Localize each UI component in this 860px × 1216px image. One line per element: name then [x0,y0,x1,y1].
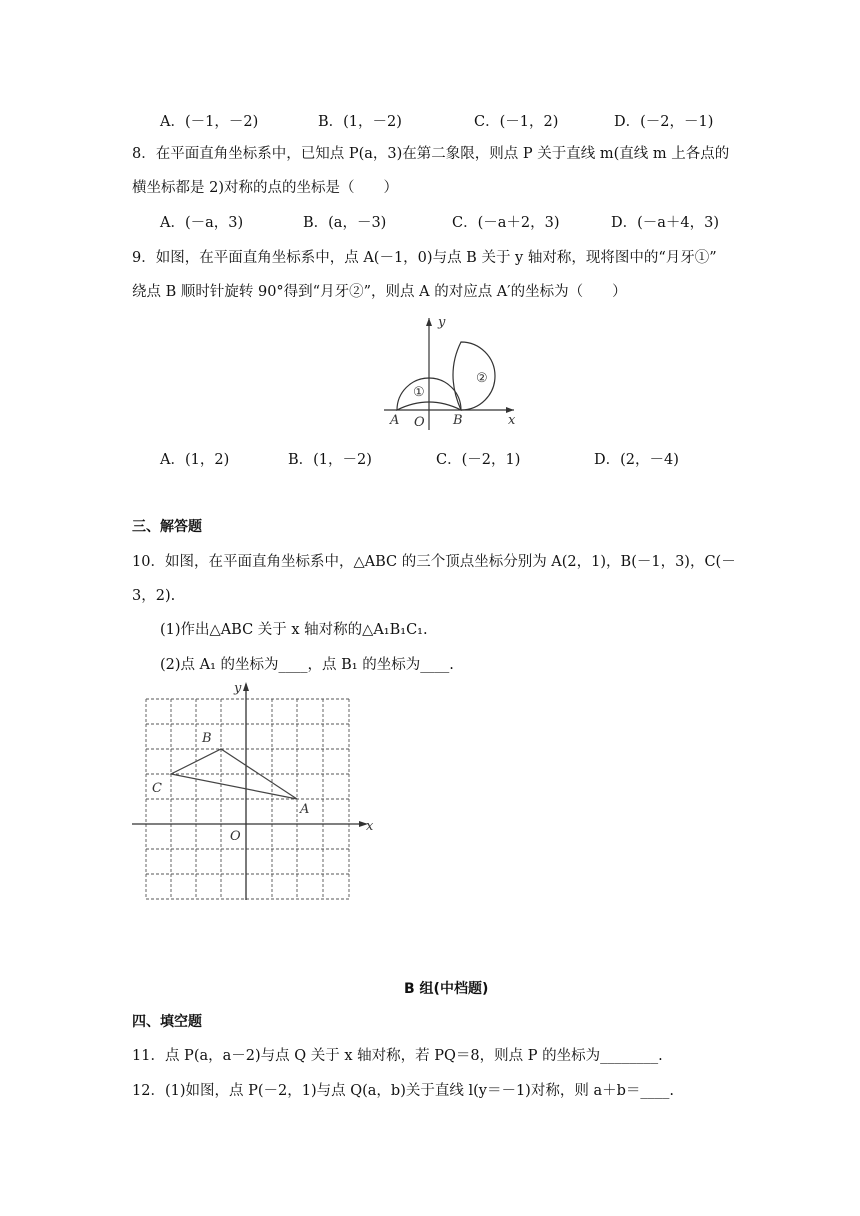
q10-part-2: (2)点 A₁ 的坐标为____，点 B₁ 的坐标为____. [160,657,454,673]
q9-y-label: y [438,315,446,330]
q8-option-c: C．(－a＋2，3) [452,215,560,231]
q10-point-a-label: A [300,802,310,817]
group-b-heading: B 组(中档题) [404,981,489,997]
q9-x-label: x [508,413,516,428]
q10-grid-figure [128,676,388,902]
q10-y-arrow [243,682,249,691]
section-heading-4: 四、填空题 [132,1014,202,1030]
q9-point-b-label: B [453,413,463,428]
q7-option-c: C．(－1，2) [474,114,559,130]
q8-option-d: D．(－a＋4，3) [611,215,720,231]
q8-option-b: B．(a，－3) [303,215,387,231]
q10-part-1: (1)作出△ABC 关于 x 轴对称的△A₁B₁C₁. [160,622,428,638]
q9-origin-label: O [414,415,425,430]
q9-stem-line1: 9．如图，在平面直角坐标系中，点 A(－1，0)与点 B 关于 y 轴对称，现将图中的“月牙①” [132,250,717,266]
q8-option-a: A．(－a，3) [160,215,244,231]
q9-option-c: C．(－2，1) [436,452,521,468]
q7-option-b: B．(1，－2) [318,114,402,130]
q9-moon-1-label: ① [413,385,425,400]
q9-option-b: B．(1，－2) [288,452,372,468]
section-heading-3: 三、解答题 [132,519,202,535]
q8-stem-line1: 8．在平面直角坐标系中，已知点 P(a，3)在第二象限，则点 P 关于直线 m(直线 m 上各点的 [132,146,730,162]
q9-option-a: A．(1，2) [160,452,230,468]
q11-stem: 11．点 P(a，a－2)与点 Q 关于 x 轴对称，若 PQ＝8，则点 P 的坐标为________. [132,1048,663,1064]
q8-stem-line2: 横坐标都是 2)对称的点的坐标是（ ） [132,180,398,196]
q10-point-b-label: B [202,731,212,746]
q9-moon-2-label: ② [476,371,488,386]
q10-x-label: x [366,819,374,834]
q10-origin-label: O [230,829,241,844]
q7-option-a: A．(－1，－2) [160,114,259,130]
q10-y-label: y [234,681,242,696]
q9-y-arrow [426,318,432,326]
q10-stem-line2: 3，2). [132,588,176,604]
q9-point-a-label: A [390,413,400,428]
q7-option-d: D．(－2，－1) [614,114,714,130]
q9-stem-line2: 绕点 B 顺时针旋转 90°得到“月牙②”，则点 A 的对应点 A′的坐标为（ ） [132,284,627,300]
q10-grid [146,699,349,899]
q9-figure [380,312,520,430]
q10-stem-line1: 10．如图，在平面直角坐标系中，△ABC 的三个顶点坐标分别为 A(2，1)，B(－1，3)，C(－ [132,554,736,570]
q9-option-d: D．(2，－4) [594,452,679,468]
q10-point-c-label: C [152,781,162,796]
q12-stem: 12．(1)如图，点 P(－2，1)与点 Q(a，b)关于直线 l(y＝－1)对称，则 a＋b＝____. [132,1083,674,1099]
